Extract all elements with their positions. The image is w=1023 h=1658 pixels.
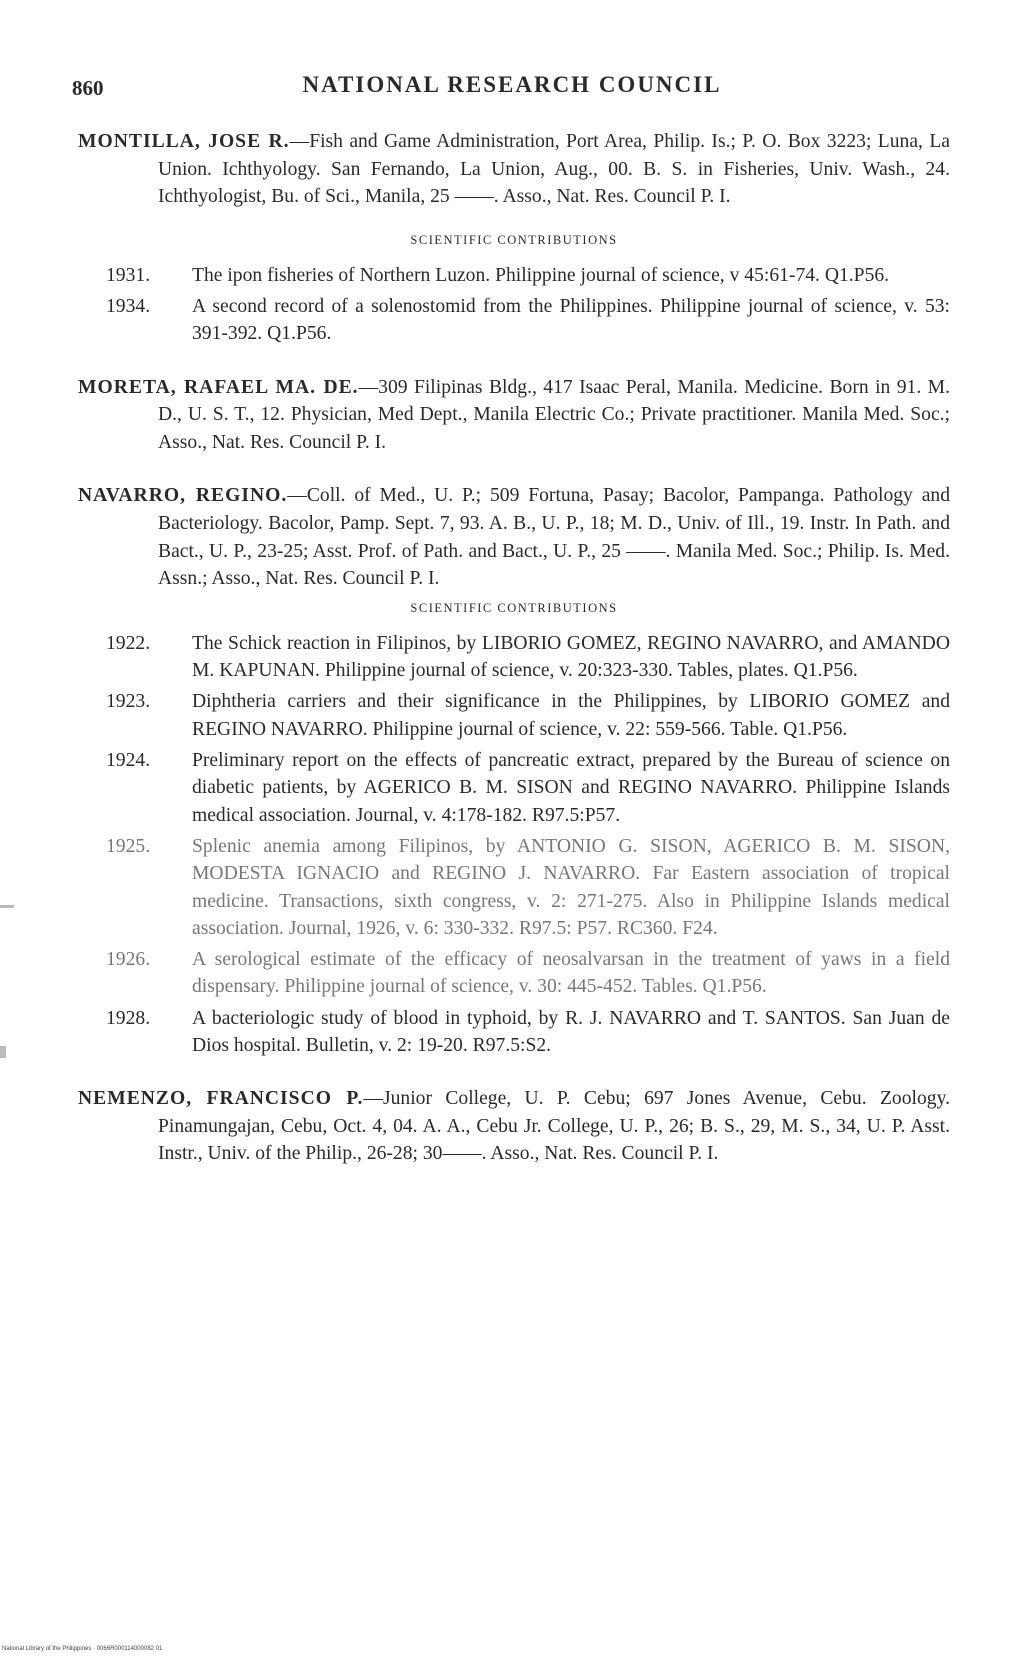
contribution-text: Preliminary report on the effects of pancreatic extract, prepared by the Bureau of science on diabetic patients, by AGERICO B. M. SISON and REGINO NAVARRO. Philippine Islands medical association. Journal, v. 4:178-182. R97.5:P57. (192, 750, 950, 826)
page-number: 860 (72, 76, 104, 100)
entry-name: NAVARRO, REGINO. (78, 485, 288, 507)
scan-edge-mark (0, 1046, 6, 1058)
entry-nemenzo (78, 1085, 950, 1168)
contribution-item (78, 833, 950, 942)
contribution-year: 1926. (106, 949, 151, 971)
entry-details: —Junior College, U. P. Cebu; 697 Jones Avenue, Cebu. Zoology. Pinamungajan, Cebu, Oct. 4, 04. A. A., Cebu Jr. College, U. P., 26; B. S., 29, M. S., 34, U. P. Asst. Instr., Univ. of the Philip., 26-28; 30——. Asso., Nat. Res. Council P. I. (158, 1088, 950, 1165)
entry-name: MORETA, RAFAEL MA. DE. (78, 376, 359, 398)
section-title: SCIENTIFIC CONTRIBUTIONS (410, 600, 618, 615)
entry-details: —Coll. of Med., U. P.; 509 Fortuna, Pasay; Bacolor, Pampanga. Pathology and Bacteriology. Bacolor, Pamp. Sept. 7, 93. A. B., U. P., 18; M. D., Univ. of Ill., 19. Instr. In Path. and Bact., U. P., 23-25; Asst. Prof. of Path. and Bact., U. P., 25 ——. Manila Med. Soc.; Philip. Is. Med. Assn.; Asso., Nat. Res. Council P. I. (158, 485, 950, 590)
entry-bio (78, 1085, 950, 1168)
entry-bio (78, 374, 950, 457)
entry-name: NEMENZO, FRANCISCO P. (78, 1088, 364, 1110)
contribution-item (78, 262, 950, 289)
page-header (72, 66, 952, 106)
contribution-year: 1928. (106, 1007, 151, 1029)
contribution-text: The Schick reaction in Filipinos, by LIBORIO GOMEZ, REGINO NAVARRO, and AMANDO M. KAPUNAN. Philippine journal of science, v. 20:323-330. Tables, plates. Q1.P56. (192, 632, 950, 682)
section-title: SCIENTIFIC CONTRIBUTIONS (410, 232, 618, 247)
contribution-item (78, 946, 950, 1001)
contribution-item (78, 747, 950, 829)
entry-moreta (78, 374, 950, 457)
entry-bio (78, 128, 950, 211)
entries-list (78, 128, 950, 1188)
contribution-item (78, 293, 950, 348)
entry-montilla (78, 128, 950, 348)
contribution-text: A bacteriologic study of blood in typhoid, by R. J. NAVARRO and T. SANTOS. San Juan de Dios hospital. Bulletin, v. 2: 19-20. R97.5:S2. (192, 1007, 950, 1056)
contribution-text: A serological estimate of the efficacy of neosalvarsan in the treatment of yaws in a field dispensary. Philippine journal of science, v. 30: 445-452. Tables. Q1.P56. (192, 949, 950, 998)
contribution-year: 1931. (106, 264, 151, 286)
scan-footer: National Library of the Philippines · 0066R000114000082 01 (2, 1646, 163, 1652)
entry-details: —Fish and Game Administration, Port Area, Philip. Is.; P. O. Box 3223; Luna, La Union. Ichthyology. San Fernando, La Union, Aug., 00. B. S. in Fisheries, Univ. Wash., 24. Ichthyologist, Bu. of Sci., Manila, 25 ——. Asso., Nat. Res. Council P. I. (158, 131, 950, 208)
entry-bio (78, 482, 950, 592)
contribution-item (78, 1005, 950, 1060)
contribution-year: 1923. (106, 691, 151, 713)
contribution-item (78, 630, 950, 685)
entry-name: MONTILLA, JOSE R. (78, 131, 290, 152)
contribution-year: 1924. (106, 750, 151, 772)
contribution-item (78, 688, 950, 743)
scan-edge-mark (0, 905, 14, 908)
entry-navarro (78, 482, 950, 1059)
contribution-text: Splenic anemia among Filipinos, by ANTONIO G. SISON, AGERICO B. M. SISON, MODESTA IGNACIO and REGINO J. NAVARRO. Far Eastern association of tropical medicine. Transactions, sixth congress, v. 2: 271-275. Also in Philippine Islands medical association. Journal, 1926, v. 6: 330-332. R97.5: P57. RC360. F24. (192, 835, 950, 939)
contribution-year: 1922. (106, 632, 151, 654)
contribution-year: 1925. (106, 835, 151, 857)
entry-details: —309 Filipinas Bldg., 417 Isaac Peral, Manila. Medicine. Born in 91. M. D., U. S. T., 12. Physician, Med Dept., Manila Electric Co.; Private practitioner. Manila Med. Soc.; Asso., Nat. Res. Council P. I. (158, 376, 950, 453)
contribution-text: The ipon fisheries of Northern Luzon. Philippine journal of science, v 45:61-74. Q1.P56. (192, 264, 890, 286)
contribution-text: A second record of a solenostomid from the Philippines. Philippine journal of science, v. 53: 391-392. Q1.P56. (192, 296, 950, 345)
contribution-text: Diphtheria carriers and their significance in the Philippines, by LIBORIO GOMEZ and REGINO NAVARRO. Philippine journal of science, v. 22: 559-566. Table. Q1.P56. (192, 691, 950, 740)
running-head: NATIONAL RESEARCH COUNCIL (302, 72, 722, 97)
contribution-year: 1934. (106, 296, 151, 318)
